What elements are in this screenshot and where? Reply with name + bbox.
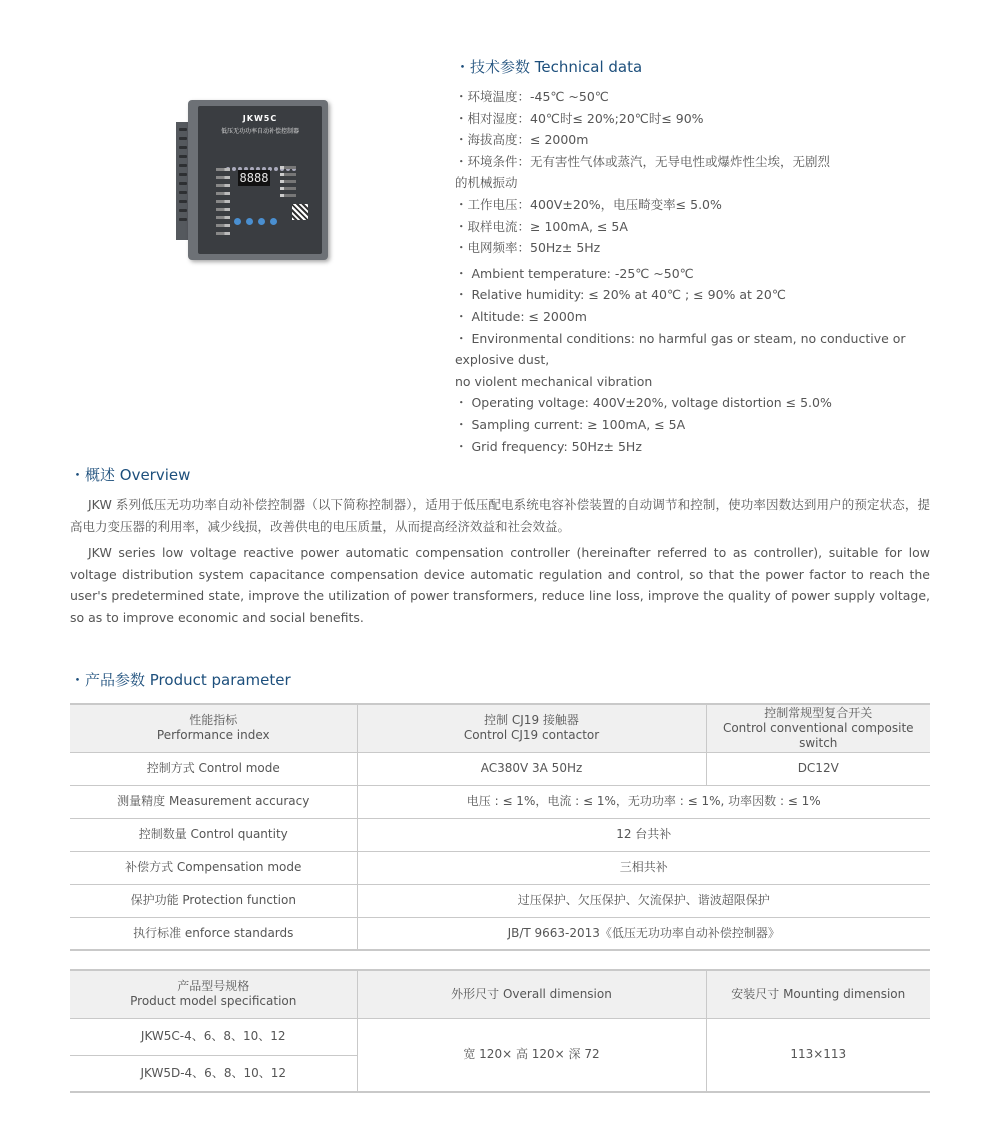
device-brand: JKW5C — [242, 114, 278, 123]
product-parameter-title: ・产品参数 Product parameter — [70, 671, 291, 689]
row-value: 过压保护、欠压保护、欠流保护、谐波超限保护 — [357, 884, 930, 917]
tech-en-item: ・ Environmental conditions: no harmful gas or steam, no conductive or explosive dust, — [455, 330, 906, 368]
row-label: 保护功能 Protection function — [70, 884, 357, 917]
header-overall-dimension: 外形尺寸 Overall dimension — [357, 970, 706, 1018]
tech-cn-item: ・工作电压：400V±20%，电压畸变率≤ 5.0% — [455, 196, 722, 212]
tech-cn-item: ・相对湿度：40℃时≤ 20%;20℃时≤ 90% — [455, 110, 704, 126]
row-value: JB/T 9663-2013《低压无功功率自动补偿控制器》 — [357, 917, 930, 950]
table-row — [70, 917, 930, 950]
model-cell: JKW5D-4、6、8、10、12 — [70, 1055, 357, 1092]
overview-title: ・概述 Overview — [70, 466, 191, 484]
overview-cn-paragraph: JKW 系列低压无功功率自动补偿控制器（以下简称控制器），适用于低压配电系统电容补偿装置的自动调节和控制，使功率因数达到用户的预定状态，提高电力变压器的利用率，减少线损，改善供电的电压质量，从而提高经济效益和社会效益。 — [70, 497, 930, 534]
row-label: 控制数量 Control quantity — [70, 818, 357, 851]
technical-data-title: ・技术参数 Technical data — [455, 58, 643, 76]
table-header-row — [70, 970, 930, 1018]
device-right-indicators — [280, 166, 296, 201]
device-display: 8888 — [239, 171, 269, 185]
dimension-table — [70, 969, 930, 1093]
device-left-indicators — [216, 168, 230, 240]
row-label: 控制方式 Control mode — [70, 752, 357, 785]
row-label: 执行标准 enforce standards — [70, 917, 357, 950]
table-row — [70, 752, 930, 785]
tech-cn-item: ・环境温度：-45℃ ~50℃ — [455, 89, 609, 104]
table-header-row — [70, 704, 930, 752]
tech-en-item: ・ Ambient temperature: -25℃ ~50℃ — [455, 265, 694, 281]
device-subtitle: 低压无功功率自动补偿控制器 — [220, 128, 299, 135]
product-image — [176, 100, 328, 260]
performance-table — [70, 703, 930, 951]
row-label: 测量精度 Measurement accuracy — [70, 785, 357, 818]
device-panel — [198, 106, 322, 254]
overall-dimension-cell: 宽 120× 高 120× 深 72 — [357, 1018, 706, 1092]
header-mounting-dimension: 安装尺寸 Mounting dimension — [706, 970, 930, 1018]
tech-cn-item: ・环境条件：无有害性气体或蒸汽，无导电性或爆炸性尘埃，无剧烈 — [455, 153, 831, 169]
tech-cn-item: ・取样电流：≥ 100mA, ≤ 5A — [455, 218, 628, 234]
header-model-spec: 产品型号规格 Product model specification — [70, 970, 357, 1018]
table-row — [70, 1018, 930, 1055]
row-value: AC380V 3A 50Hz — [357, 752, 706, 785]
header-performance-index: 性能指标 Performance index — [70, 704, 357, 752]
tech-en-item: ・ Grid frequency: 50Hz± 5Hz — [455, 438, 642, 454]
device-qr-code — [292, 204, 308, 220]
tech-en-item: ・ Altitude: ≤ 2000m — [455, 308, 587, 324]
model-cell: JKW5C-4、6、8、10、12 — [70, 1018, 357, 1055]
tech-en-item: ・ Sampling current: ≥ 100mA, ≤ 5A — [455, 416, 686, 432]
tech-en-item: ・ Relative humidity: ≤ 20% at 40℃ ; ≤ 90% at 20℃ — [455, 287, 786, 303]
row-value: 三相共补 — [357, 851, 930, 884]
header-composite-switch: 控制常规型复合开关 Control conventional composite switch — [706, 704, 930, 752]
device-buttons — [234, 210, 282, 229]
tech-cn-item: ・海拔高度：≤ 2000m — [455, 132, 589, 148]
table-row — [70, 851, 930, 884]
row-value: DC12V — [706, 752, 930, 785]
table-row — [70, 884, 930, 917]
row-value: 12 台共补 — [357, 818, 930, 851]
overview-en-paragraph: JKW series low voltage reactive power automatic compensation controller (hereinafter referred to as controller), suitable for low voltage distribution system capacitance compensation device automatic regulation and control, so that the power factor to reach the user's predetermined state, improve the utilization of power transformers, reduce line loss, improve the quality of power supply voltage, so as to improve economic and social benefits. — [70, 545, 930, 625]
tech-cn-item: ・电网频率：50Hz± 5Hz — [455, 240, 601, 256]
table-row — [70, 785, 930, 818]
tech-en-item: no violent mechanical vibration — [455, 373, 653, 389]
row-value: 电压 : ≤ 1%，电流 : ≤ 1%，无功功率 : ≤ 1%, 功率因数 : ≤ 1% — [357, 785, 930, 818]
header-cj19-contactor: 控制 CJ19 接触器 Control CJ19 contactor — [357, 704, 706, 752]
technical-data-list — [455, 86, 935, 457]
tech-en-item: ・ Operating voltage: 400V±20%, voltage distortion ≤ 5.0% — [455, 395, 832, 411]
table-row — [70, 818, 930, 851]
tech-cn-item: 的机械振动 — [455, 175, 518, 191]
mounting-dimension-cell: 113×113 — [706, 1018, 930, 1092]
row-label: 补偿方式 Compensation mode — [70, 851, 357, 884]
